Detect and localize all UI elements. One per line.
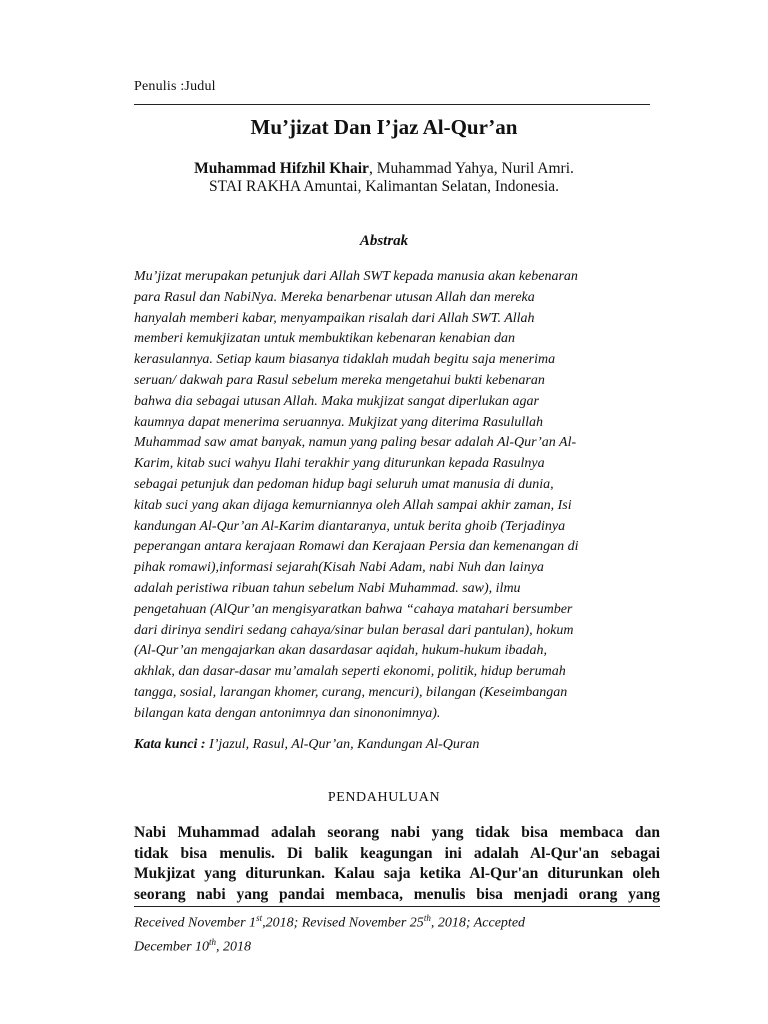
abstract-line: peperangan antara kerajaan Romawi dan Kerajaan Persia dan kemenangan di [134, 539, 579, 555]
revised-text: ,2018; Revised November 25 [262, 915, 424, 931]
received-suffix: st [256, 913, 263, 923]
abstract-line: Mu’jizat merupakan petunjuk dari Allah SWT kepada manusia akan kebenaran [134, 269, 578, 284]
abstract-line: memberi kemukjizatan untuk membuktikan kebenaran kenabian dan [134, 331, 516, 347]
keywords-label: Kata kunci : [134, 737, 206, 752]
abstract-line: kerasulannya. Setiap kaum biasanya tidaklah mudah begitu saja menerima [134, 352, 556, 368]
keywords-value: I’jazul, Rasul, Al-Qur’an, Kandungan Al-Quran [205, 737, 480, 752]
abstract-line: dari dirinya sendiri sedang cahaya/sinar bulan berasal dari pantulan), hokum [134, 622, 574, 638]
intro-line: Nabi Muhammad adalah seorang nabi yang tidak bisa membaca dan [134, 824, 660, 841]
accepted-date: December 10 [134, 939, 210, 955]
affiliation: STAI RAKHA Amuntai, Kalimantan Selatan, Indonesia. [208, 178, 560, 195]
running-head: Penulis :Judul [134, 79, 216, 94]
abstract-line: pengetahuan (AlQur’an mengisyaratkan bahwa “cahaya matahari bersumber [134, 601, 573, 617]
footnote-dates [134, 909, 660, 956]
abstract-line: kandungan Al-Qur’an Al-Karim diantaranya, untuk berita ghoib (Terjadinya [134, 518, 566, 534]
abstract-line: kitab suci yang akan dijaga kemurniannya oleh Allah sampai akhir zaman, Isi [134, 497, 572, 513]
footnote-rule [134, 906, 660, 907]
author-line [0, 159, 768, 179]
lead-author: Muhammad Hifzhil Khair [194, 160, 369, 177]
abstract-line: (Al-Qur’an mengajarkan akan dasardasar aqidah, hukum-hukum ibadah, [134, 643, 547, 659]
abstract-line: kaumnya dapat menerima seruannya. Mukjizat yang diterima Rasulullah [134, 414, 544, 430]
abstract-line: sebagai petunjuk dan pedoman hidup bagi seluruh umat manusia di dunia, [134, 476, 554, 492]
abstract-line: para Rasul dan NabiNya. Mereka benarbenar utusan Allah dan mereka [134, 289, 535, 305]
keywords [134, 737, 656, 753]
abstract-line: Karim, kitab suci wahyu Ilahi terakhir yang diturunkan kepada Rasulnya [134, 456, 545, 472]
accepted-year: , 2018 [216, 939, 252, 955]
header-rule [134, 104, 650, 105]
intro-line: tidak bisa menulis. Di balik keagungan ini adalah Al-Qur'an sebagai [134, 844, 660, 862]
intro-line: Mukjizat yang diturunkan. Kalau saja ketika Al-Qur'an diturunkan oleh [134, 865, 660, 882]
intro-paragraph [134, 823, 660, 905]
abstract-heading: Abstrak [359, 233, 409, 249]
revised-suffix: th [423, 913, 431, 923]
accepted-text: , 2018; Accepted [430, 915, 526, 931]
abstract-line: seruan/ dakwah para Rasul sebelum mereka mengetahui bukti kebenaran [134, 372, 545, 388]
abstract-line: Muhammad saw amat banyak, namun yang paling besar adalah Al-Qur’an Al- [134, 435, 577, 451]
paper-title: Mu’jizat Dan I’jaz Al-Qur’an [250, 115, 518, 139]
abstract-line: tangga, sosial, larangan khomer, curang, mencuri), bilangan (Keseimbangan [134, 684, 568, 700]
abstract-line: bilangan kata dengan antonimnya dan sinononimnya). [134, 705, 441, 721]
abstract-line: pihak romawi),informasi sejarah(Kisah Nabi Adam, nabi Nuh dan lainya [134, 560, 544, 576]
abstract-line: adalah peristiwa ribuan tahun sebelum Nabi Muhammad. saw), ilmu [134, 580, 521, 596]
abstract-line: hanyalah memberi kabar, menyampaikan risalah dari Allah SWT. Allah [134, 310, 535, 326]
abstract-line: akhlak, dan dasar-dasar mu’amalah seperti ekonomi, politik, hidup berumah [134, 664, 566, 680]
co-authors: , Muhammad Yahya, Nuril Amri. [368, 160, 574, 177]
section-heading: PENDAHULUAN [327, 790, 441, 805]
received-text: Received November 1 [134, 915, 257, 931]
intro-line: seorang nabi yang pandai membaca, menulis bisa menjadi orang yang [134, 885, 660, 903]
abstract-line: bahwa dia sebagai utusan Allah. Maka mukjizat sangat diperlukan agar [134, 393, 539, 409]
abstract-body [134, 267, 656, 725]
accepted-suffix: th [209, 936, 217, 947]
